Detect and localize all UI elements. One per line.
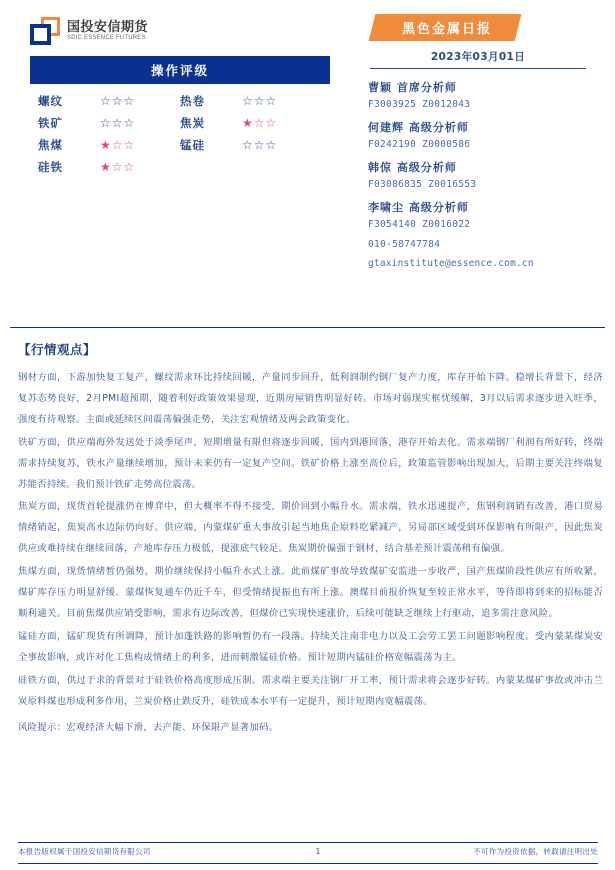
list-item (368, 199, 591, 230)
star-glyph-icon: ☆☆☆ (242, 94, 278, 108)
report-title-banner (369, 14, 522, 41)
paragraph-iron-ore: 铁矿方面，供应端海外发送处于淡季尾声，短期增量有限但将逐步回暖，国内到港回落，港存开始去化。需求端钢厂利润有所好转，终端需求持续复苏，铁水产量继续增加，预计未来仍有一定复产空间。铁矿价格上涨至高位后，政策监管影响出现加大，后期主要关注终端复苏能否持续。我们预计铁矿走势高位震荡。 (18, 436, 603, 490)
rating-stars (242, 117, 322, 129)
company-logo (30, 14, 360, 48)
rating-stars (242, 95, 322, 107)
rating-table-body (30, 84, 330, 178)
paragraph-silicomanganese: 锰硅方面，锰矿现货有所调降，预计加蓬铁路的影响暂仍有一段落。持续关注南非电力以及工会劳工罢工问题影响程度。受内蒙某煤炭安全事故影响，或许对化工焦构成情绪上的利多，进而刺激锰硅价格。预计短期内锰硅价格宽幅震荡为主。 (18, 630, 603, 663)
rating-name: 锰硅 (180, 138, 205, 152)
header-right-column (366, 14, 591, 269)
analyst-name: 曹颖 首席分析师 (368, 81, 457, 94)
rating-table-title: 操作评级 (30, 56, 330, 84)
paragraph-coking-coal: 焦煤方面，现货情绪暂仍强势，期价继续保持小幅升水式上涨。此前煤矿事故导致煤矿安监进一步收严，国产焦煤阶段性供应有所收紧，煤矿库存压力明显舒缓。蒙煤恢复通车仍近千车，但受情绪提振也有所上涨。澳煤目前报价恢复至较正常水平，等待即将到来的招标能否顺利通关。目前焦煤供应销受影响，需求有边际改善，但煤价已实现快速涨价，后续可能缺乏继续上行驱动，追多需注意风险。 (18, 566, 603, 619)
table-row (38, 156, 330, 178)
contact-email[interactable]: gtaxinstitute@essence.com.cn (368, 258, 534, 269)
analyst-list (366, 69, 591, 269)
contact-phone: 010-58747784 (368, 239, 441, 250)
rating-name: 焦煤 (38, 138, 63, 152)
list-item (368, 79, 591, 110)
report-banner (366, 14, 591, 40)
star-glyph-icon: ☆☆☆ (100, 116, 136, 130)
logo-blue-square-icon (30, 24, 51, 45)
report-title: 黑色金属日报 (402, 22, 493, 37)
star-glyph-icon: ★☆☆ (100, 138, 136, 152)
list-item (368, 119, 591, 150)
rating-name: 焦炭 (180, 116, 205, 130)
rating-stars (100, 95, 180, 107)
logo-text (67, 21, 148, 42)
footer-page-number: 1 (315, 847, 321, 856)
logo-mark-icon (30, 17, 60, 45)
list-item (368, 159, 591, 190)
analyst-code: F3054140 Z0016022 (368, 219, 471, 230)
paragraph-ferrosilicon: 硅铁方面，供过于求的背景对于硅铁价格高度形成压制。需求端主要关注钢厂开工率，预计需求将会逐步好转。内蒙某煤矿事故或冲击兰炭原料煤也形成利多作用，兰炭价格止跌反升，硅铁成本水平有一定提升，预计短期内宽幅震荡。 (18, 674, 603, 707)
footer-divider (18, 863, 598, 864)
table-row (38, 112, 330, 134)
rating-name: 螺纹 (38, 94, 63, 108)
star-glyph-icon: ★☆☆ (242, 116, 278, 130)
footer-copyright: 本报告版权属于国投安信期货有限公司 (18, 847, 151, 856)
footer-disclaimer: 不可作为投资依据，转载请注明出处 (473, 847, 598, 856)
report-date: 2023年03月01日 (370, 40, 586, 69)
rating-stars (242, 139, 322, 151)
page-header (0, 0, 615, 269)
logo-name-cn: 国投安信期货 (67, 19, 149, 35)
page-title: 【行情观点】 (18, 342, 97, 357)
star-glyph-icon: ☆☆☆ (242, 138, 278, 152)
table-row (38, 134, 330, 156)
analyst-name: 韩倞 高级分析师 (368, 161, 457, 174)
report-content (18, 340, 603, 740)
star-glyph-icon: ★☆☆ (100, 160, 136, 174)
analyst-code: F0242190 Z0000586 (368, 139, 471, 150)
header-divider (10, 327, 605, 328)
paragraph-coke: 焦炭方面，现货首轮提涨仍在博弈中，但大概率不得不接受，期价回到小幅升水。需求端，铁水迅速提产，焦钢利润销有改善，港口贸易情绪销起，焦炭高水边际仍向好。供应端，内蒙煤矿重大事故引起当地焦企原料吃紧减产，另局部区域受到环保影响有所限产，因此焦炭供应或难持续在继续回落，产地库存压力极低，提涨底气较足。焦炭期价偏强于钢材，结合基差预计震荡稍有偏强。 (18, 501, 603, 555)
table-row (38, 90, 330, 112)
analyst-code: F03086835 Z0016553 (368, 179, 477, 190)
logo-name-en: SDIC ESSENCE FUTURES (67, 35, 146, 42)
footer-inner (18, 846, 598, 860)
rating-stars (100, 161, 180, 173)
rating-name: 硅铁 (38, 160, 63, 174)
header-left-column (30, 14, 360, 269)
analyst-name: 何建辉 高级分析师 (368, 121, 469, 134)
analyst-name: 李啸尘 高级分析师 (368, 201, 469, 214)
paragraph-steel: 钢材方面，下游加快复工复产，螺纹需求环比持续回暖，产量同步回升，低利润制约钢厂复产力度，库存开始下降。稳增长背景下，经济复苏态势良好，2月PMI超预期，随着利好政策效果显现，近期房屋销售明显好转。市场对弱现实框忧缓解，3月以后需求逐步进入旺季，强度有待观察。主面或延续区间震荡偏强走势，关注宏观情绪及两会政策变化。 (18, 372, 603, 425)
rating-name: 铁矿 (38, 116, 63, 130)
page-footer (18, 842, 598, 860)
analyst-code: F3003925 Z0012043 (368, 99, 471, 110)
rating-stars (100, 139, 180, 151)
rating-name: 热卷 (180, 94, 205, 108)
star-glyph-icon: ☆☆☆ (100, 94, 136, 108)
risk-note: 风险提示：宏观经济大幅下滑，去产能、环保限产显著加码。 (18, 721, 279, 733)
rating-stars (100, 117, 180, 129)
